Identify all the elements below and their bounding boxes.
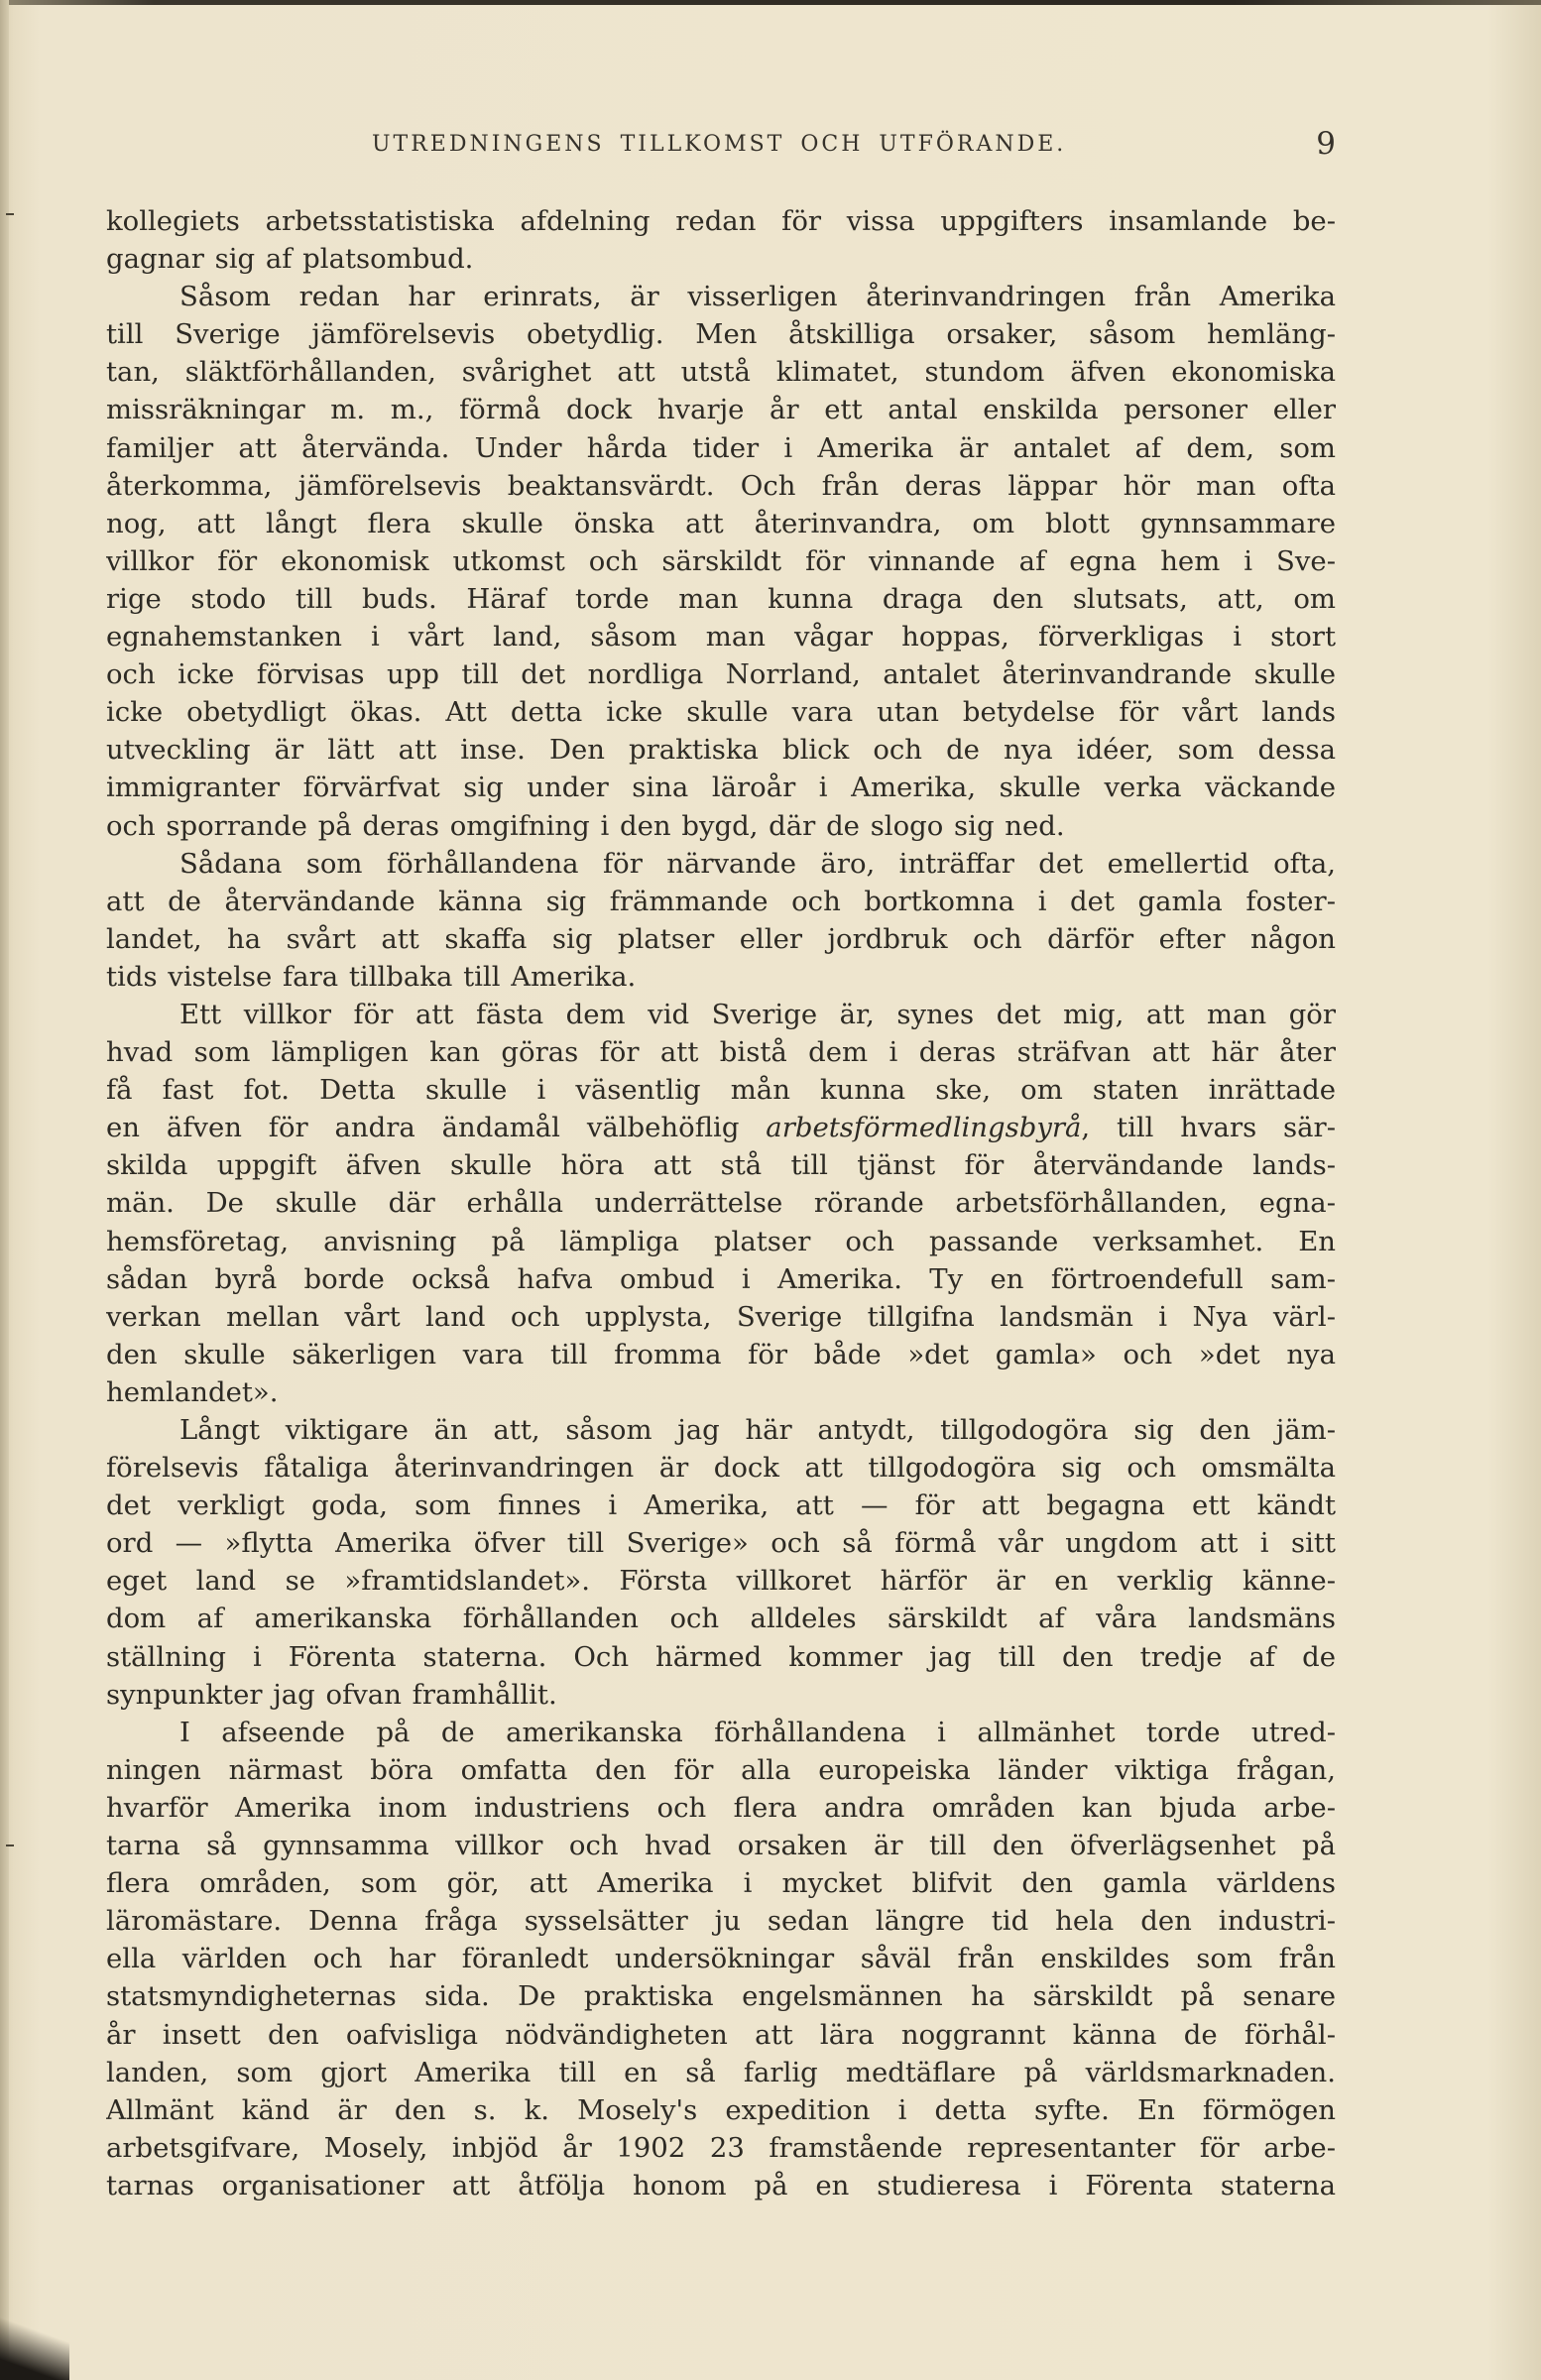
text-line: statsmyndigheternas sida. De praktiska engelsmännen ha särskildt på senare (106, 1980, 1336, 2013)
text-line: I afseende på de amerikanska förhållandena i allmänhet torde utred- (179, 1716, 1336, 1748)
text-line: gagnar sig af platsombud. (106, 243, 474, 276)
text-line: ställning i Förenta staterna. Och härmed kommer jag till den tredje af de (106, 1640, 1336, 1673)
running-head: UTREDNINGENS TILLKOMST OCH UTFÖRANDE. (372, 132, 1067, 157)
text-line: dom af amerikanska förhållanden och alldeles särskildt af våra landsmäns (106, 1603, 1336, 1635)
text-line: immigranter förvärfvat sig under sina läroår i Amerika, skulle verka väckande (106, 772, 1336, 804)
italic-term: arbetsförmedlingsbyrå (766, 1112, 1082, 1144)
text-line: sådan byrå borde också hafva ombud i Amerika. Ty en förtroendefull sam- (106, 1262, 1336, 1295)
text-line: män. De skulle där erhålla underrättelse rörande arbetsförhållanden, egna- (106, 1187, 1336, 1220)
text-line: icke obetydligt ökas. Att detta icke skulle vara utan betydelse för vårt lands (106, 696, 1336, 729)
text-line: Långt viktigare än att, såsom jag här antydt, tillgodogöra sig den jäm- (179, 1414, 1336, 1446)
body-text (106, 202, 1336, 2204)
page-header (106, 126, 1336, 172)
text-line: hemsföretag, anvisning på lämpliga platser och passande verksamhet. En (106, 1225, 1336, 1257)
text-line: familjer att återvända. Under hårda tider i Amerika är antalet af dem, som (106, 431, 1336, 464)
text-line: Såsom redan har erinrats, är visserligen återinvandringen från Amerika (179, 281, 1336, 313)
text-line: nog, att långt flera skulle önska att återinvandra, om blott gynnsammare (106, 507, 1336, 539)
text-line: tarnas organisationer att åtfölja honom på en studieresa i Förenta staterna (106, 2169, 1336, 2202)
text-line: flera områden, som gör, att Amerika i mycket blifvit den gamla världens (106, 1867, 1336, 1900)
text-line: eget land se »framtidslandet». Första villkoret härför är en verklig känne- (106, 1565, 1336, 1598)
text-line: skilda uppgift äfven skulle höra att stå till tjänst för återvändande lands- (106, 1149, 1336, 1182)
text-line: synpunkter jag ofvan framhållit. (106, 1678, 557, 1711)
text-line: utveckling är lätt att inse. Den praktiska blick och de nya idéer, som dessa (106, 734, 1336, 767)
text-line: Sådana som förhållandena för närvande äro, inträffar det emellertid ofta, (179, 847, 1336, 880)
corner-shadow (0, 2291, 69, 2380)
text-line: att de återvändande känna sig främmande och bortkomna i det gamla foster- (106, 885, 1336, 917)
text-line: missräkningar m. m., förmå dock hvarje år ett antal enskilda personer eller (106, 394, 1336, 426)
page-number: 9 (1316, 126, 1336, 162)
text-line (106, 1109, 1336, 1146)
text-line: tids vistelse fara tillbaka till Amerika. (106, 960, 637, 993)
margin-mark (6, 213, 14, 215)
text-line: Allmänt känd är den s. k. Mosely's expedition i detta syfte. En förmögen (106, 2093, 1336, 2126)
text-line: det verkligt goda, som finnes i Amerika, att — för att begagna ett kändt (106, 1489, 1336, 1522)
text-line: ella världen och har föranledt undersökningar såväl från enskildes som från (106, 1943, 1336, 1975)
text-line: få fast fot. Detta skulle i väsentlig mån kunna ske, om staten inrättade (106, 1074, 1336, 1107)
text-segment: en äfven för andra ändamål välbehöflig (106, 1112, 767, 1144)
text-line: egnahemstanken i vårt land, såsom man vågar hoppas, förverkligas i stort (106, 621, 1336, 654)
text-line: den skulle säkerligen vara till fromma för både »det gamla» och »det nya (106, 1338, 1336, 1370)
text-line: tan, släktförhållanden, svårighet att utstå klimatet, stundom äfven ekonomiska (106, 356, 1336, 389)
text-line: hvad som lämpligen kan göras för att bistå dem i deras sträfvan att här åter (106, 1036, 1336, 1069)
page-top-edge (0, 0, 1541, 5)
text-line: och sporrande på deras omgifning i den bygd, där de slogo sig ned. (106, 809, 1065, 842)
text-line: kollegiets arbetsstatistiska afdelning redan för vissa uppgifters insamlande be- (106, 205, 1336, 237)
text-line: ord — »flytta Amerika öfver till Sverige» och så förmå vår ungdom att i sitt (106, 1527, 1336, 1560)
text-line: verkan mellan vårt land och upplysta, Sverige tillgifna landsmän i Nya värl- (106, 1300, 1336, 1333)
text-line: rige stodo till buds. Häraf torde man kunna draga den slutsats, att, om (106, 582, 1336, 615)
text-line: läromästare. Denna fråga sysselsätter ju sedan längre tid hela den industri- (106, 1905, 1336, 1938)
binding-edge (0, 0, 9, 2380)
text-line: till Sverige jämförelsevis obetydlig. Men åtskilliga orsaker, såsom hemläng- (106, 318, 1336, 351)
text-line: återkomma, jämförelsevis beaktansvärdt. Och från deras läppar hör man ofta (106, 469, 1336, 502)
text-line: landet, ha svårt att skaffa sig platser eller jordbruk och därför efter någon (106, 922, 1336, 955)
text-segment: , till hvars sär- (1081, 1112, 1336, 1144)
text-line: ningen närmast böra omfatta den för alla europeiska länder viktiga frågan, (106, 1753, 1336, 1786)
text-line: landen, som gjort Amerika till en så farlig medtäflare på världsmarknaden. (106, 2056, 1336, 2088)
text-line: Ett villkor för att fästa dem vid Sverige är, synes det mig, att man gör (179, 998, 1336, 1030)
margin-mark (6, 1844, 14, 1846)
text-line: villkor för ekonomisk utkomst och särskildt för vinnande af egna hem i Sve- (106, 544, 1336, 577)
text-line: förelsevis fåtaliga återinvandringen är dock att tillgodogöra sig och omsmälta (106, 1452, 1336, 1485)
text-line: år insett den oafvisliga nödvändigheten att lära noggrannt känna de förhål- (106, 2018, 1336, 2051)
text-line: tarna så gynnsamma villkor och hvad orsaken är till den öfverlägsenhet på (106, 1830, 1336, 1862)
text-line: hemlandet». (106, 1375, 279, 1408)
text-line: hvarför Amerika inom industriens och flera andra områden kan bjuda arbe- (106, 1791, 1336, 1824)
text-line: arbetsgifvare, Mosely, inbjöd år 1902 23 framstående representanter för arbe- (106, 2131, 1336, 2164)
text-line: och icke förvisas upp till det nordliga Norrland, antalet återinvandrande skulle (106, 658, 1336, 691)
